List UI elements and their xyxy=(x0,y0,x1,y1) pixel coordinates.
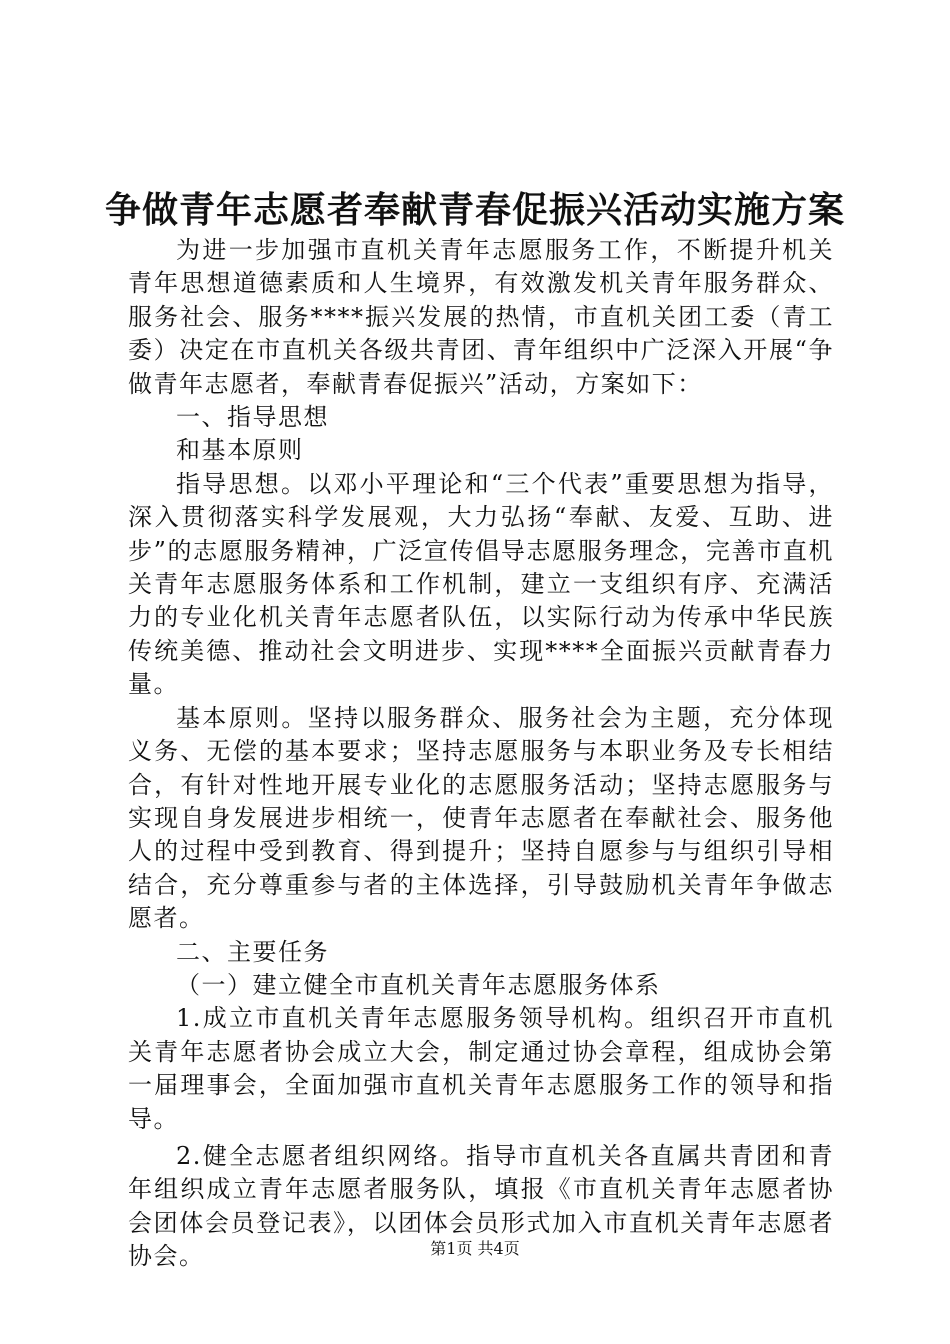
section-heading-guiding-continued: 和基本原则 xyxy=(176,436,304,465)
document-title: 争做青年志愿者奉献青春促振兴活动实施方案 xyxy=(104,189,845,231)
document-body xyxy=(128,234,834,1274)
page-footer: 第1页 共4页 xyxy=(430,1239,520,1258)
task-item-1: 1.成立市直机关青年志愿服务领导机构。组织召开市直机关青年志愿者协会成立大会，制定通过协会章程，组成协会第一届理事会，全面加强市直机关青年志愿服务工作的领导和指导。 xyxy=(128,1004,834,1133)
section-heading-guiding: 一、指导思想 xyxy=(176,403,329,432)
subsection-heading-system: （一）建立健全市直机关青年志愿服务体系 xyxy=(176,970,661,999)
intro-paragraph: 为进一步加强市直机关青年志愿服务工作，不断提升机关青年思想道德素质和人生境界，有效激发机关青年服务群众、服务社会、服务****振兴发展的热情，市直机关团工委（青工委）决定在市直机关各级共青团、青年组织中广泛深入开展“争做青年志愿者，奉献青春促振兴”活动，方案如下： xyxy=(128,236,834,398)
section-heading-main-tasks: 二、主要任务 xyxy=(176,937,329,966)
basic-principles-paragraph: 基本原则。坚持以服务群众、服务社会为主题，充分体现义务、无偿的基本要求；坚持志愿服务与本职业务及专长相结合，有针对性地开展专业化的志愿服务活动；坚持志愿服务与实现自身发展进步相统一，使青年志愿者在奉献社会、服务他人的过程中受到教育、得到提升；坚持自愿参与与组织引导相结合，充分尊重参与者的主体选择，引导鼓励机关青年争做志愿者。 xyxy=(128,703,834,933)
task-item-2: 2.健全志愿者组织网络。指导市直机关各直属共青团和青年组织成立青年志愿者服务队，填报《市直机关青年志愿者协会团体会员登记表》，以团体会员形式加入市直机关青年志愿者协会。 xyxy=(128,1141,834,1271)
guiding-thought-paragraph: 指导思想。以邓小平理论和“三个代表”重要思想为指导，深入贯彻落实科学发展观，大力弘扬“奉献、友爱、互助、进步”的志愿服务精神，广泛宣传倡导志愿服务理念，完善市直机关青年志愿服务体系和工作机制，建立一支组织有序、充满活力的专业化机关青年志愿者队伍，以实际行动为传承中华民族传统美德、推动社会文明进步、实现****全面振兴贡献青春力量。 xyxy=(128,469,834,699)
